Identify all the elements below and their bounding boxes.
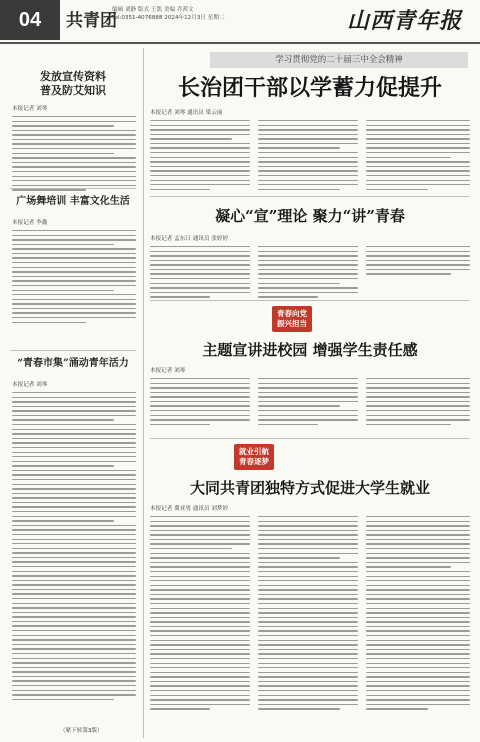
column-divider-left (143, 48, 144, 738)
youth-badge-line1: 青春向党 (277, 309, 307, 318)
left-article1-title: 发放宣传资料 普及防艾知识 (40, 70, 106, 97)
article3-headline: 主题宣讲进校园 增强学生责任感 (202, 341, 418, 359)
left-article3-body (12, 392, 136, 703)
editor-credits-line1: 编辑 刘静 版式 王凯 美编 乔茜文 (112, 7, 194, 13)
divider-article2 (150, 196, 470, 197)
left-article2-byline: 本报记者 李鑫 (12, 220, 48, 226)
article2-headline: 凝心“宣”理论 聚力“讲”青春 (215, 207, 405, 225)
left-article3-title: “青春市集”涌动青年活力 (17, 358, 129, 369)
left-article1-body (12, 116, 136, 194)
editor-credits-line2: Tel:0351-4076888 2024年12月3日 星期二 (112, 15, 225, 21)
employment-badge-line2: 青春逐梦 (239, 457, 269, 466)
article4-body-col2 (258, 516, 358, 713)
article2-body-col2 (258, 246, 358, 301)
editor-credits (112, 6, 225, 22)
left-article3-byline: 本报记者 刘琴 (12, 382, 48, 388)
youth-badge-line2: 振兴担当 (277, 319, 307, 328)
left-article2-body (12, 230, 136, 326)
article2-body-col3 (366, 246, 470, 278)
article4-byline: 本报记者 冀亚男 通讯员 刘梦婷 (150, 506, 229, 512)
feature-body-col3 (366, 120, 470, 193)
feature-headline: 长治团干部以学蓄力促提升 (177, 75, 442, 101)
article3-byline: 本报记者 刘琴 (150, 368, 186, 374)
feature-body-col2 (258, 120, 358, 193)
header-rule (0, 42, 480, 44)
article4-body-col1 (150, 516, 250, 713)
left-divider-1 (10, 188, 136, 189)
section-name: 共青团 (66, 11, 117, 31)
left-article1-byline: 本报记者 刘琴 (12, 106, 48, 112)
article3-body-col1 (150, 378, 250, 428)
article3-body-col2 (258, 378, 358, 428)
employment-badge (234, 444, 274, 470)
theme-banner: 学习贯彻党的二十届三中全会精神 (210, 52, 468, 68)
divider-article3 (150, 300, 470, 301)
masthead-logo: 山西青年报 (346, 8, 462, 34)
left-article2-title: 广场舞培训 丰富文化生活 (16, 196, 130, 207)
article2-byline: 本报记者 孟东日 通讯员 张婷婷 (150, 236, 229, 242)
article2-body-col1 (150, 246, 250, 301)
left-divider-2 (10, 350, 136, 351)
article4-body-col3 (366, 516, 470, 713)
divider-article4 (150, 438, 470, 439)
article4-headline: 大同共青团独特方式促进大学生就业 (189, 479, 430, 497)
page-number: 04 (0, 0, 60, 40)
youth-badge (272, 306, 312, 332)
feature-byline: 本报记者 刘琴 通讯员 梁云丽 (150, 110, 223, 116)
feature-body-col1 (150, 120, 250, 193)
article3-body-col3 (366, 378, 470, 428)
employment-badge-line1: 就业引航 (239, 447, 269, 456)
continuation-note: （紧下转第3版） (60, 728, 103, 734)
